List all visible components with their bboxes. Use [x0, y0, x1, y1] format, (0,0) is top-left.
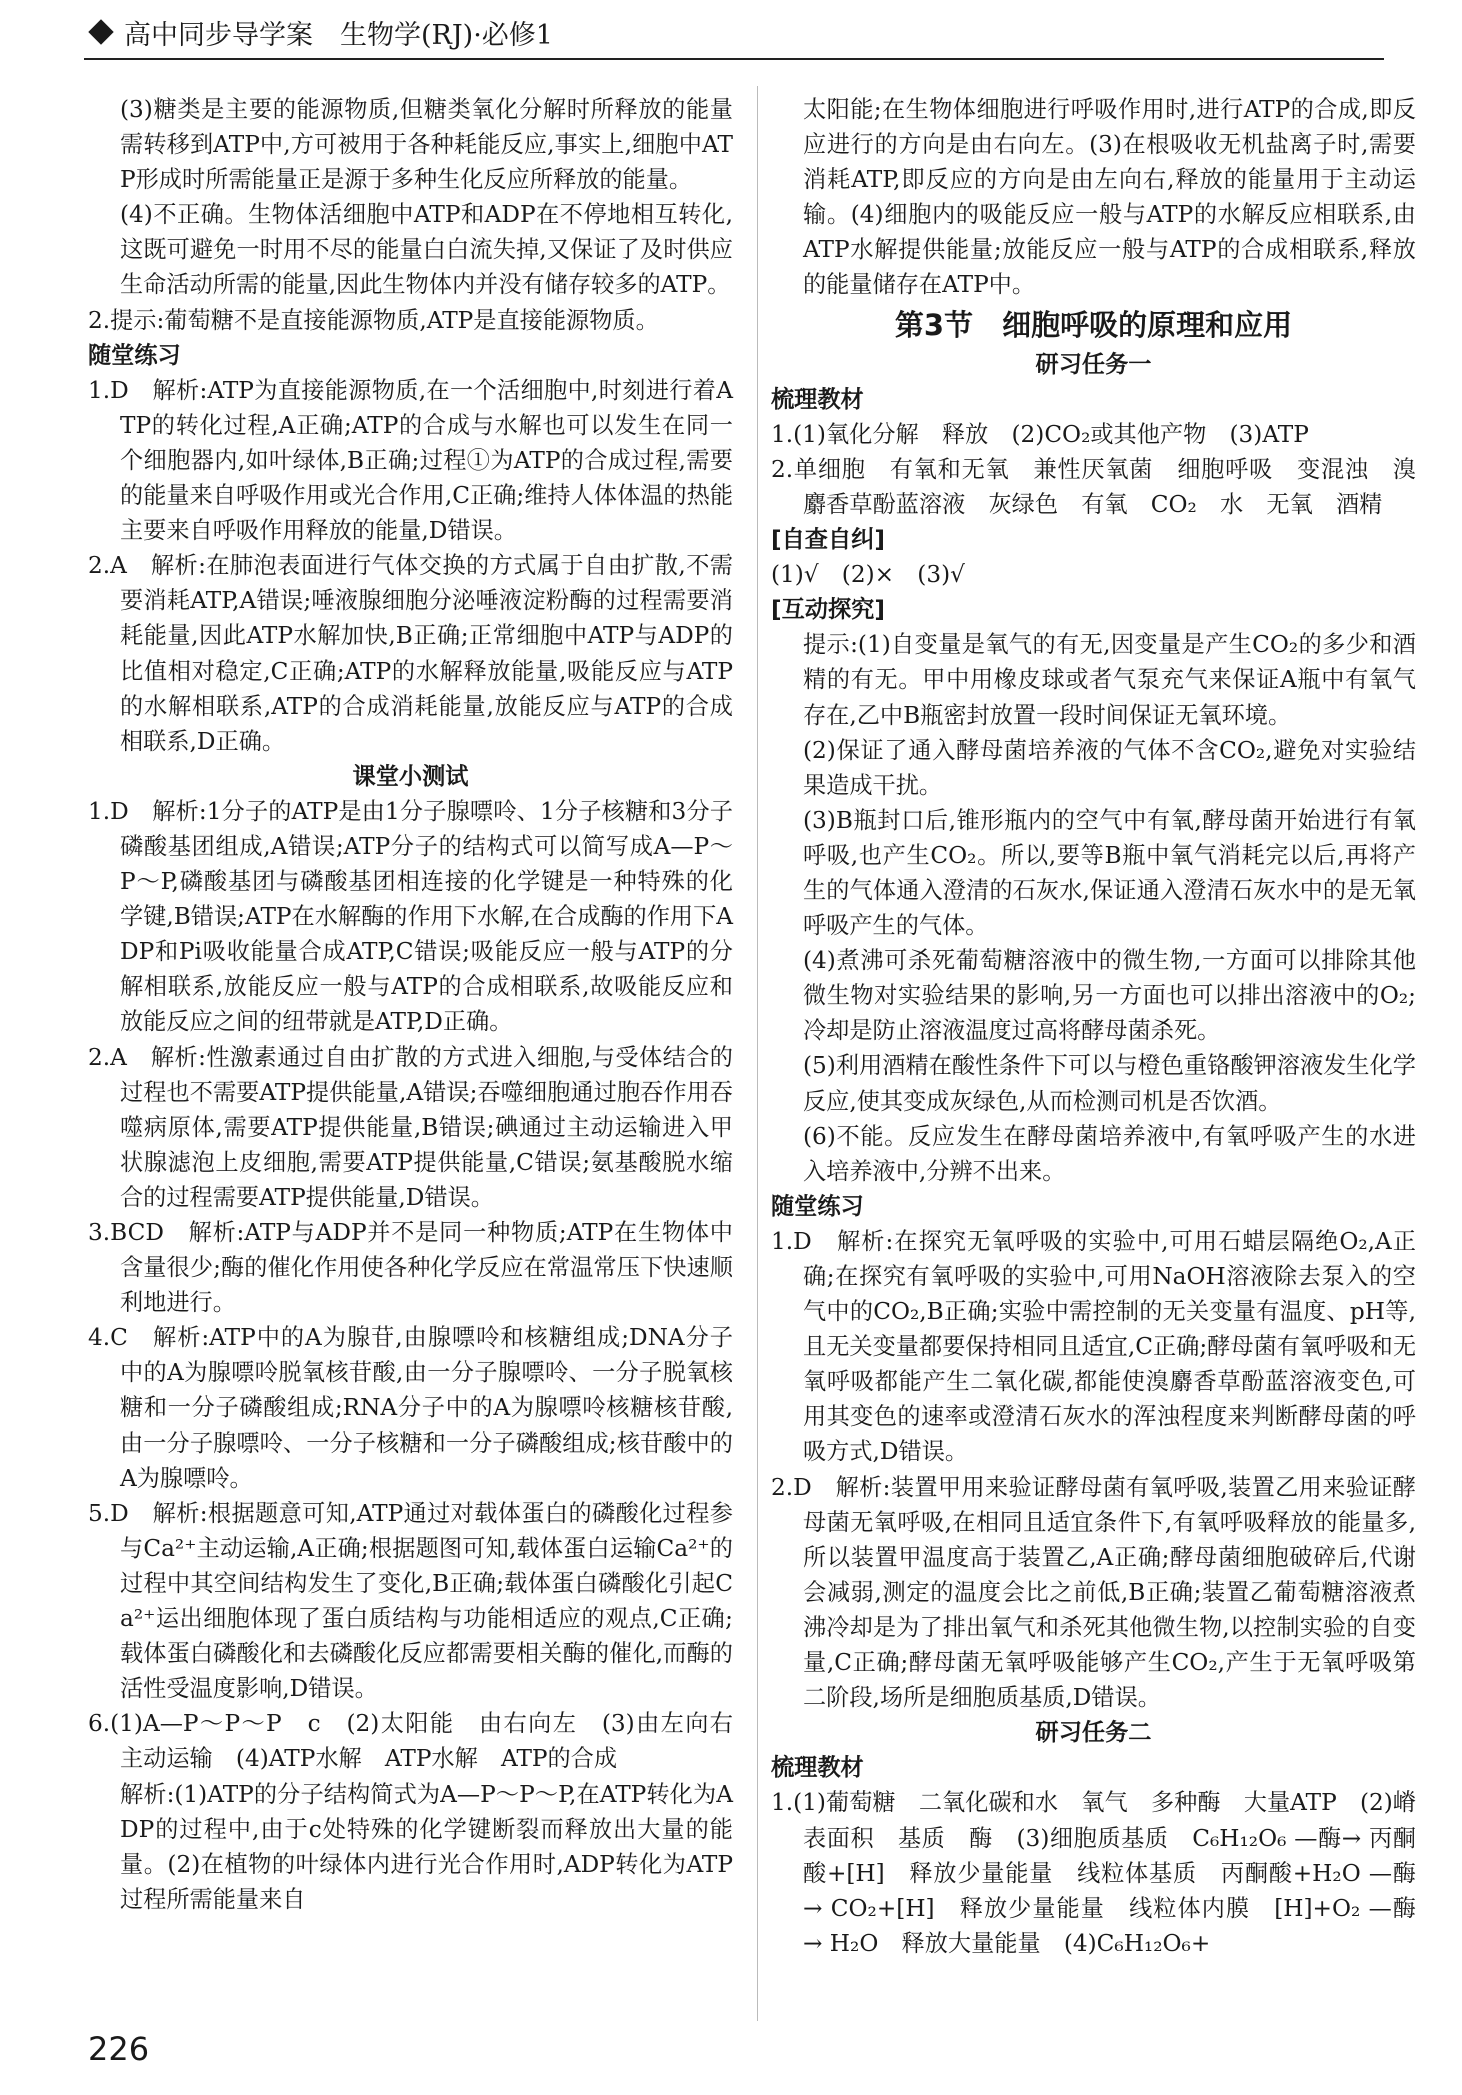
paragraph: (4)煮沸可杀死葡萄糖溶液中的微生物,一方面可以排除其他微生物对实验结果的影响,另一方面也可以排出溶液中的O₂;冷却是防止溶液温度过高将酵母菌杀死。: [803, 947, 1416, 1045]
paragraph: 梳理教材: [771, 385, 864, 413]
paragraph: (5)利用酒精在酸性条件下可以与橙色重铬酸钾溶液发生化学反应,使其变成灰绿色,从而检测司机是否饮酒。: [803, 1052, 1416, 1115]
paragraph: [互动探究]: [771, 596, 885, 624]
paragraph: 1.D 解析:ATP为直接能源物质,在一个活细胞中,时刻进行着ATP的转化过程,A正确;ATP的合成与水解也可以发生在同一个细胞器内,如叶绿体,B正确;过程①为ATP的合成过程,需要的能量来自呼吸作用或光合作用,C正确;维持人体体温的热能主要来自呼吸作用释放的能量,D错误。: [88, 376, 733, 545]
paragraph: 解析:(1)ATP的分子结构简式为A—P～P～P,在ATP转化为ADP的过程中,由于c处特殊的化学键断裂而释放出大量的能量。(2)在植物的叶绿体内进行光合作用时,ADP转化为ATP过程所需能量来自: [120, 1780, 733, 1913]
paragraph: 2.A 解析:在肺泡表面进行气体交换的方式属于自由扩散,不需要消耗ATP,A错误;唾液腺细胞分泌唾液淀粉酶的过程需要消耗能量,因此ATP水解加快,B正确;正常细胞中ATP与ADP的比值相对稳定,C正确;ATP的水解释放能量,吸能反应与ATP的水解相联系,ATP的合成消耗能量,放能反应与ATP的合成相联系,D正确。: [88, 552, 733, 755]
paragraph: 梳理教材: [771, 1754, 864, 1782]
paragraph: 2.D 解析:装置甲用来验证酵母菌有氧呼吸,装置乙用来验证酵母菌无氧呼吸,在相同且适宜条件下,有氧呼吸释放的能量多,所以装置甲温度高于装置乙,A正确;酵母菌细胞破碎后,代谢会减弱,测定的温度会比之前低,B正确;装置乙葡萄糖溶液煮沸冷却是为了排出氧气和杀死其他微生物,以控制实验的自变量,C正确;酵母菌无氧呼吸能够产生CO₂,产生于无氧呼吸第二阶段,场所是细胞质基质,D错误。: [771, 1473, 1416, 1712]
page-number: 226: [88, 2030, 150, 2068]
paragraph: 1.D 解析:在探究无氧呼吸的实验中,可用石蜡层隔绝O₂,A正确;在探究有氧呼吸的实验中,可用NaOH溶液除去泵入的空气中的CO₂,B正确;实验中需控制的无关变量有温度、pH等,且无关变量都要保持相同且适宜,C正确;酵母菌有氧呼吸和无氧呼吸都能产生二氧化碳,都能使溴麝香草酚蓝溶液变色,可用其变色的速率或澄清石灰水的浑浊程度来判断酵母菌的呼吸方式,D错误。: [771, 1227, 1416, 1466]
paragraph: 太阳能;在生物体细胞进行呼吸作用时,进行ATP的合成,即反应进行的方向是由右向左。(3)在根吸收无机盐离子时,需要消耗ATP,即反应的方向是由左向右,释放的能量用于主动运输。(4)细胞内的吸能反应一般与ATP的水解反应相联系,由ATP水解提供能量;放能反应一般与ATP的合成相联系,释放的能量储存在ATP中。: [803, 96, 1416, 299]
paragraph: (3)B瓶封口后,锥形瓶内的空气中有氧,酵母菌开始进行有氧呼吸,也产生CO₂。所以,要等B瓶中氧气消耗完以后,再将产生的气体通入澄清的石灰水,保证通入澄清石灰水中的是无氧呼吸产生的气体。: [803, 806, 1416, 940]
paragraph: 5.D 解析:根据题意可知,ATP通过对载体蛋白的磷酸化过程参与Ca²⁺主动运输,A正确;根据题图可知,载体蛋白运输Ca²⁺的过程中其空间结构发生了变化,B正确;载体蛋白磷酸化引起Ca²⁺运出细胞体现了蛋白质结构与功能相适应的观点,C正确;载体蛋白磷酸化和去磷酸化反应都需要相关酶的催化,而酶的活性受温度影响,D错误。: [88, 1499, 733, 1703]
paragraph: (1)√ (2)× (3)√: [771, 561, 965, 589]
paragraph: 课堂小测试: [352, 762, 469, 790]
paragraph: 提示:(1)自变量是氧气的有无,因变量是产生CO₂的多少和酒精的有无。甲中用橡皮球或者气泵充气来保证A瓶中有氧气存在,乙中B瓶密封放置一段时间保证无氧环境。: [803, 631, 1416, 729]
left-column: [88, 92, 757, 1917]
header-rule: [84, 58, 1384, 60]
paragraph: (4)不正确。生物体活细胞中ATP和ADP在不停地相互转化,这既可避免一时用不尽的能量白白流失掉,又保证了及时供应生命活动所需的能量,因此生物体内并没有储存较多的ATP。: [120, 201, 733, 299]
paragraph: 研习任务二: [1035, 1719, 1152, 1747]
paragraph: 2.提示:葡萄糖不是直接能源物质,ATP是直接能源物质。: [88, 306, 659, 334]
paragraph: (2)保证了通入酵母菌培养液的气体不含CO₂,避免对实验结果造成干扰。: [803, 736, 1416, 799]
paragraph: 随堂练习: [88, 341, 181, 369]
paragraph: 6.(1)A—P～P～P c (2)太阳能 由右向左 (3)由左向右 主动运输 (4)ATP水解 ATP水解 ATP的合成: [88, 1710, 757, 1773]
column-divider: [757, 86, 758, 2021]
paragraph: 1.(1)氧化分解 释放 (2)CO₂或其他产物 (3)ATP: [771, 420, 1309, 448]
paragraph: 第3节 细胞呼吸的原理和应用: [894, 307, 1293, 342]
paragraph: 2.单细胞 有氧和无氧 兼性厌氧菌 细胞呼吸 变混浊 溴麝香草酚蓝溶液 灰绿色 有氧 CO₂ 水 无氧 酒精: [771, 455, 1416, 518]
right-column: [771, 92, 1440, 1961]
page-header: [88, 8, 1388, 56]
paragraph: (6)不能。反应发生在酵母菌培养液中,有氧呼吸产生的水进入培养液中,分辨不出来。: [803, 1122, 1416, 1185]
paragraph: 研习任务一: [1035, 350, 1152, 378]
header-title: 高中同步导学案 生物学(RJ)·必修1: [124, 19, 553, 51]
paragraph: [自查自纠]: [771, 526, 885, 554]
paragraph: 4.C 解析:ATP中的A为腺苷,由腺嘌呤和核糖组成;DNA分子中的A为腺嘌呤脱氧核苷酸,由一分子腺嘌呤、一分子脱氧核糖和一分子磷酸组成;RNA分子中的A为腺嘌呤核糖核苷酸,由一分子腺嘌呤、一分子核糖和一分子磷酸组成;核苷酸中的A为腺嘌呤。: [88, 1324, 733, 1492]
paragraph: 1.D 解析:1分子的ATP是由1分子腺嘌呤、1分子核糖和3分子磷酸基团组成,A错误;ATP分子的结构式可以简写成A—P～P～P,磷酸基团与磷酸基团相连接的化学键是一种特殊的化学键,B错误;ATP在水解酶的作用下水解,在合成酶的作用下ADP和Pi吸收能量合成ATP,C错误;吸能反应一般与ATP的分解相联系,放能反应一般与ATP的合成相联系,故吸能反应和放能反应之间的纽带就是ATP,D正确。: [88, 797, 734, 1036]
paragraph: (3)糖类是主要的能源物质,但糖类氧化分解时所释放的能量需转移到ATP中,方可被用于各种耗能反应,事实上,细胞中ATP形成时所需能量正是源于多种生化反应所释放的能量。: [120, 96, 733, 194]
paragraph: 3.BCD 解析:ATP与ADP并不是同一种物质;ATP在生物体中含量很少;酶的催化作用使各种化学反应在常温常压下快速顺利地进行。: [88, 1219, 733, 1317]
paragraph: 1.(1)葡萄糖 二氧化碳和水 氧气 多种酶 大量ATP (2)嵴 表面积 基质 酶 (3)细胞质基质 C₆H₁₂O₆ —酶→ 丙酮酸+[H] 释放少量能量 线粒体基质 丙酮酸+H₂O —酶→ CO₂+[H] 释放少量能量 线粒体内膜 [H]+O₂ —酶→ H₂O 释放大量能量 (4)C₆H₁₂O₆+: [771, 1789, 1440, 1957]
paragraph: 随堂练习: [771, 1192, 864, 1220]
diamond-icon: [88, 19, 113, 44]
paragraph: 2.A 解析:性激素通过自由扩散的方式进入细胞,与受体结合的过程也不需要ATP提供能量,A错误;吞噬细胞通过胞吞作用吞噬病原体,需要ATP提供能量,B错误;碘通过主动运输进入甲状腺滤泡上皮细胞,需要ATP提供能量,C错误;氨基酸脱水缩合的过程需要ATP提供能量,D错误。: [88, 1043, 733, 1211]
